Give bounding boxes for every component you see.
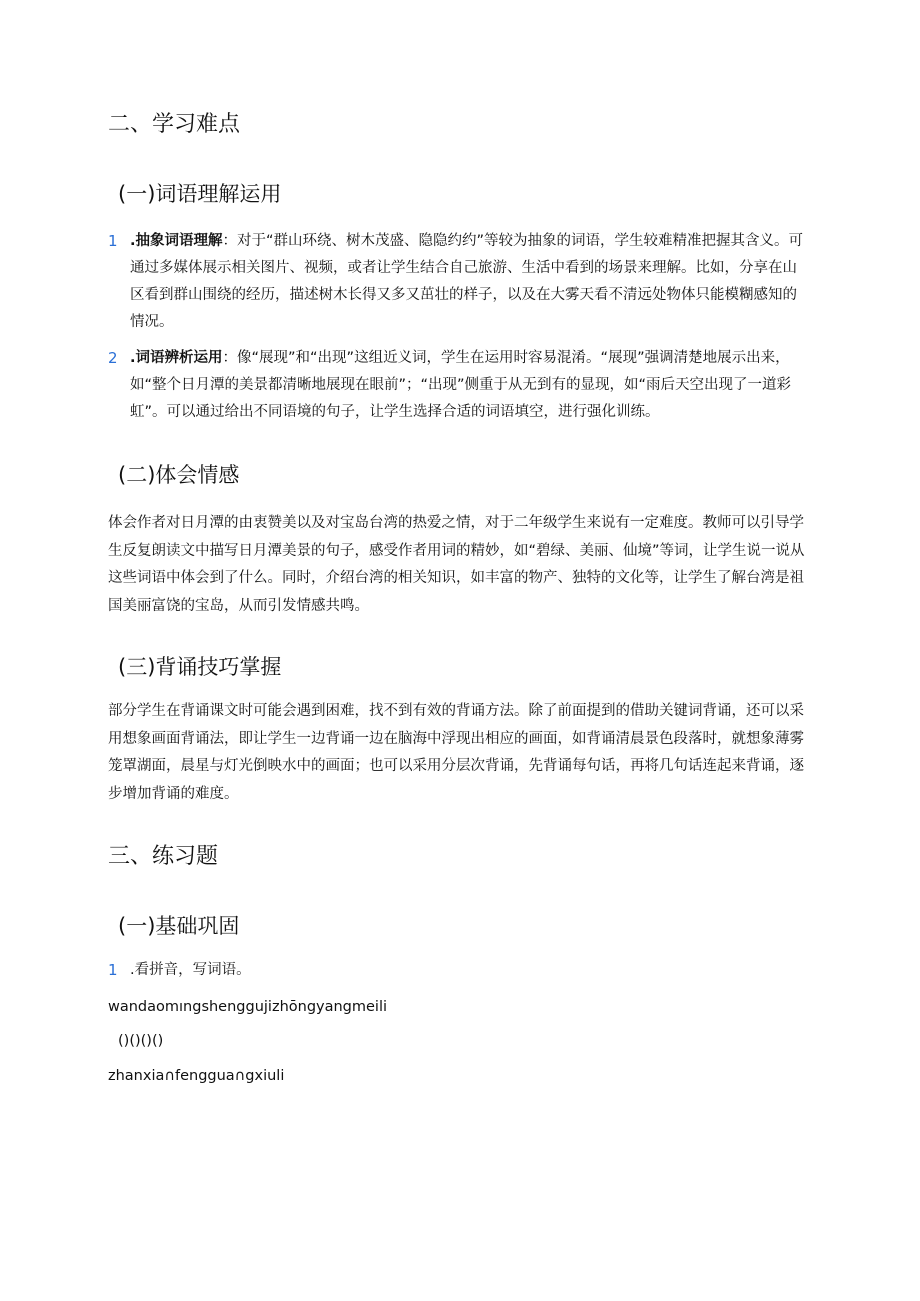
paragraph-emotion: 体会作者对日月潭的由衷赞美以及对宝岛台湾的热爱之情，对于二年级学生来说有一定难度。教师可以引导学生反复朗读文中描写日月潭美景的句子，感受作者用词的精妙，如“碧绿、美丽、仙境”等词，让学生说一说从这些词语中体会到了什么。同时，介绍台湾的相关知识，如丰富的物产、独特的文化等，让学生了解台湾是祖国美丽富饶的宝岛，从而引发情感共鸣。: [108, 515, 805, 614]
section-heading-exercises: 三、练习题: [108, 844, 219, 869]
list-item-lead: .词语辨析运用: [130, 350, 223, 366]
list-number: 1: [108, 232, 118, 250]
question-number: 1: [108, 961, 118, 979]
list-item-text: ：对于“群山环绕、树木茂盛、隐隐约约”等较为抽象的词语，学生较难精准把握其含义。可通过多媒体展示相关图片、视频，或者让学生结合自己旅游、生活中看到的场景来理解。比如，分享在山区看到群山围绕的经历，描述树木长得又多又茁壮的样子，以及在大雾天看不清远处物体只能模糊感知的情况。: [130, 233, 804, 330]
question-item: [108, 957, 808, 984]
list-item-body: [130, 345, 808, 426]
list-item-lead: .抽象词语理解: [130, 233, 223, 249]
subheading-basics: (一)基础巩固: [118, 914, 240, 938]
question-text: .看拼音，写词语。: [130, 962, 251, 978]
subheading-word-understanding: (一)词语理解运用: [118, 182, 282, 206]
subheading-recitation: (三)背诵技巧掌握: [118, 655, 282, 679]
list-item: [108, 228, 808, 336]
list-item-text: ：像“展现”和“出现”这组近义词，学生在运用时容易混淆。“展现”强调清楚地展示出来，如“整个日月潭的美景都清晰地展现在眼前”；“出现”侧重于从无到有的显现，如“雨后天空出现了一道彩虹”。可以通过给出不同语境的句子，让学生选择合适的词语填空，进行强化训练。: [130, 350, 792, 420]
list-number: 2: [108, 349, 118, 367]
list-item: [108, 345, 808, 426]
paragraph-recitation: 部分学生在背诵课文时可能会遇到困难，找不到有效的背诵方法。除了前面提到的借助关键词背诵，还可以采用想象画面背诵法，即让学生一边背诵一边在脑海中浮现出相应的画面，如背诵清晨景色段落时，就想象薄雾笼罩湖面，晨星与灯光倒映水中的画面；也可以采用分层次背诵，先背诵每句话，再将几句话连起来背诵，逐步增加背诵的难度。: [108, 703, 804, 802]
list-item-body: [130, 228, 808, 336]
answer-blanks: ()()()(): [118, 1033, 164, 1049]
subheading-emotion: (二)体会情感: [118, 463, 240, 487]
pinyin-line-2: zhanxia∩fenggua∩gxiuli: [108, 1068, 285, 1084]
pinyin-line-1: wandaomıngshenggujizhōngyangmeili: [108, 999, 388, 1015]
section-heading-difficulties: 二、学习难点: [108, 112, 241, 137]
